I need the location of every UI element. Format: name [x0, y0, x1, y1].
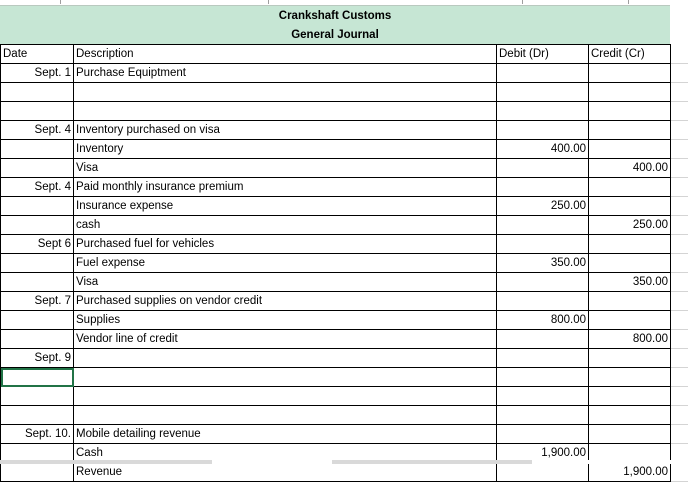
gridline [670, 367, 688, 368]
description-cell[interactable] [74, 83, 497, 102]
credit-cell[interactable] [589, 387, 671, 406]
empty-column-strip[interactable] [670, 5, 688, 464]
description-cell[interactable]: Visa [74, 273, 497, 292]
credit-cell[interactable]: 800.00 [589, 330, 671, 349]
debit-cell[interactable]: 800.00 [497, 311, 589, 330]
date-cell[interactable] [1, 273, 74, 292]
journal-row [1, 387, 671, 406]
journal-row [1, 140, 671, 159]
description-cell[interactable] [74, 349, 497, 368]
description-cell[interactable]: cash [74, 216, 497, 235]
date-cell[interactable] [1, 216, 74, 235]
journal-row [1, 83, 671, 102]
description-cell[interactable] [74, 102, 497, 121]
gridline [670, 310, 688, 311]
date-cell[interactable]: Sept. 4 [1, 121, 74, 140]
description-cell[interactable] [74, 368, 497, 387]
gridline [670, 234, 688, 235]
date-cell[interactable] [1, 463, 74, 482]
debit-cell[interactable]: 350.00 [497, 254, 589, 273]
debit-cell[interactable] [497, 463, 589, 482]
date-cell[interactable] [1, 83, 74, 102]
debit-cell[interactable] [497, 121, 589, 140]
credit-cell[interactable] [589, 368, 671, 387]
journal-row [1, 406, 671, 425]
journal-row [1, 292, 671, 311]
date-cell[interactable]: Sept 6 [1, 235, 74, 254]
gridline [670, 424, 688, 425]
credit-cell[interactable]: 350.00 [589, 273, 671, 292]
gridline [670, 253, 688, 254]
debit-cell[interactable] [497, 330, 589, 349]
column-header-row [1, 45, 671, 64]
credit-cell[interactable] [589, 425, 671, 444]
gridline [670, 177, 688, 178]
debit-cell[interactable] [497, 216, 589, 235]
date-cell[interactable] [1, 102, 74, 121]
debit-cell[interactable]: 250.00 [497, 197, 589, 216]
description-cell[interactable]: Purchased fuel for vehicles [74, 235, 497, 254]
debit-cell[interactable] [497, 235, 589, 254]
credit-cell[interactable] [589, 292, 671, 311]
gridline [670, 101, 688, 102]
gridline [670, 215, 688, 216]
gridline [670, 291, 688, 292]
date-cell[interactable]: Sept. 1 [1, 64, 74, 83]
gridline [670, 139, 688, 140]
description-cell[interactable]: Fuel expense [74, 254, 497, 273]
journal-row [1, 197, 671, 216]
bottom-scroll-area [0, 460, 688, 464]
date-cell[interactable] [1, 140, 74, 159]
gridline [670, 405, 688, 406]
debit-cell[interactable] [497, 178, 589, 197]
journal-row [1, 273, 671, 292]
date-cell[interactable] [1, 406, 74, 425]
journal-row [1, 463, 671, 482]
header-debit[interactable]: Debit (Dr) [497, 45, 589, 64]
company-title: Crankshaft Customs [278, 10, 392, 22]
description-cell[interactable] [74, 406, 497, 425]
gridline [670, 158, 688, 159]
journal-row [1, 178, 671, 197]
description-cell[interactable]: Inventory [74, 140, 497, 159]
journal-row [1, 216, 671, 235]
description-cell[interactable]: Visa [74, 159, 497, 178]
gridline [670, 329, 688, 330]
header-credit[interactable]: Credit (Cr) [589, 45, 671, 64]
horizontal-scrollbar-right[interactable] [332, 460, 532, 464]
credit-cell[interactable] [589, 406, 671, 425]
journal-table [0, 44, 671, 482]
journal-header[interactable] [0, 5, 670, 45]
journal-row [1, 235, 671, 254]
credit-cell[interactable] [589, 121, 671, 140]
date-cell[interactable]: Sept. 10. [1, 425, 74, 444]
gridline [670, 386, 688, 387]
description-cell[interactable]: Cash [74, 444, 497, 463]
journal-row [1, 425, 671, 444]
journal-row [1, 159, 671, 178]
description-cell[interactable]: Purchased supplies on vendor credit [74, 292, 497, 311]
debit-cell[interactable] [497, 425, 589, 444]
debit-cell[interactable] [497, 387, 589, 406]
date-cell[interactable] [1, 159, 74, 178]
description-cell[interactable]: Inventory purchased on visa [74, 121, 497, 140]
debit-cell[interactable] [497, 159, 589, 178]
credit-cell[interactable] [589, 349, 671, 368]
debit-cell[interactable]: 400.00 [497, 140, 589, 159]
horizontal-scrollbar-left[interactable] [0, 460, 212, 464]
credit-cell[interactable] [589, 83, 671, 102]
debit-cell[interactable] [497, 368, 589, 387]
description-cell[interactable]: Purchase Equiptment [74, 64, 497, 83]
debit-cell[interactable] [497, 406, 589, 425]
credit-cell[interactable]: 400.00 [589, 159, 671, 178]
date-cell[interactable] [1, 387, 74, 406]
gridline [670, 63, 688, 64]
debit-cell[interactable] [497, 273, 589, 292]
gridline [670, 348, 688, 349]
journal-row [1, 121, 671, 140]
description-cell[interactable]: Supplies [74, 311, 497, 330]
journal-row [1, 64, 671, 83]
description-cell[interactable]: Mobile detailing revenue [74, 425, 497, 444]
credit-cell[interactable] [589, 102, 671, 121]
credit-cell[interactable] [589, 140, 671, 159]
debit-cell[interactable] [497, 349, 589, 368]
credit-cell[interactable] [589, 178, 671, 197]
credit-cell[interactable]: 1,900.00 [589, 463, 671, 482]
gridline [670, 196, 688, 197]
description-cell[interactable]: Vendor line of credit [74, 330, 497, 349]
credit-cell[interactable] [589, 254, 671, 273]
date-cell[interactable] [1, 368, 74, 387]
description-cell[interactable]: Paid monthly insurance premium [74, 178, 497, 197]
gridline [670, 443, 688, 444]
journal-row [1, 330, 671, 349]
date-cell[interactable]: Sept. 9 [1, 349, 74, 368]
journal-subtitle: General Journal [291, 29, 379, 41]
journal-row [1, 102, 671, 121]
debit-cell[interactable] [497, 83, 589, 102]
gridline [670, 272, 688, 273]
journal-row [1, 368, 671, 387]
journal-row [1, 311, 671, 330]
journal-row [1, 254, 671, 273]
date-cell[interactable] [1, 330, 74, 349]
date-cell[interactable] [1, 311, 74, 330]
date-cell[interactable]: Sept. 7 [1, 292, 74, 311]
debit-cell[interactable] [497, 292, 589, 311]
credit-cell[interactable] [589, 311, 671, 330]
description-cell[interactable]: Insurance expense [74, 197, 497, 216]
credit-cell[interactable] [589, 64, 671, 83]
credit-cell[interactable]: 250.00 [589, 216, 671, 235]
journal-row [1, 349, 671, 368]
gridline [670, 120, 688, 121]
credit-cell[interactable] [589, 235, 671, 254]
date-cell[interactable] [1, 197, 74, 216]
header-description[interactable]: Description [74, 45, 497, 64]
date-cell[interactable] [1, 254, 74, 273]
header-date[interactable]: Date [1, 45, 74, 64]
debit-cell[interactable] [497, 64, 589, 83]
gridline [670, 82, 688, 83]
debit-cell[interactable]: 1,900.00 [497, 444, 589, 463]
date-cell[interactable]: Sept. 4 [1, 178, 74, 197]
credit-cell[interactable] [589, 197, 671, 216]
description-cell[interactable]: Revenue [74, 463, 497, 482]
debit-cell[interactable] [497, 102, 589, 121]
description-cell[interactable] [74, 387, 497, 406]
